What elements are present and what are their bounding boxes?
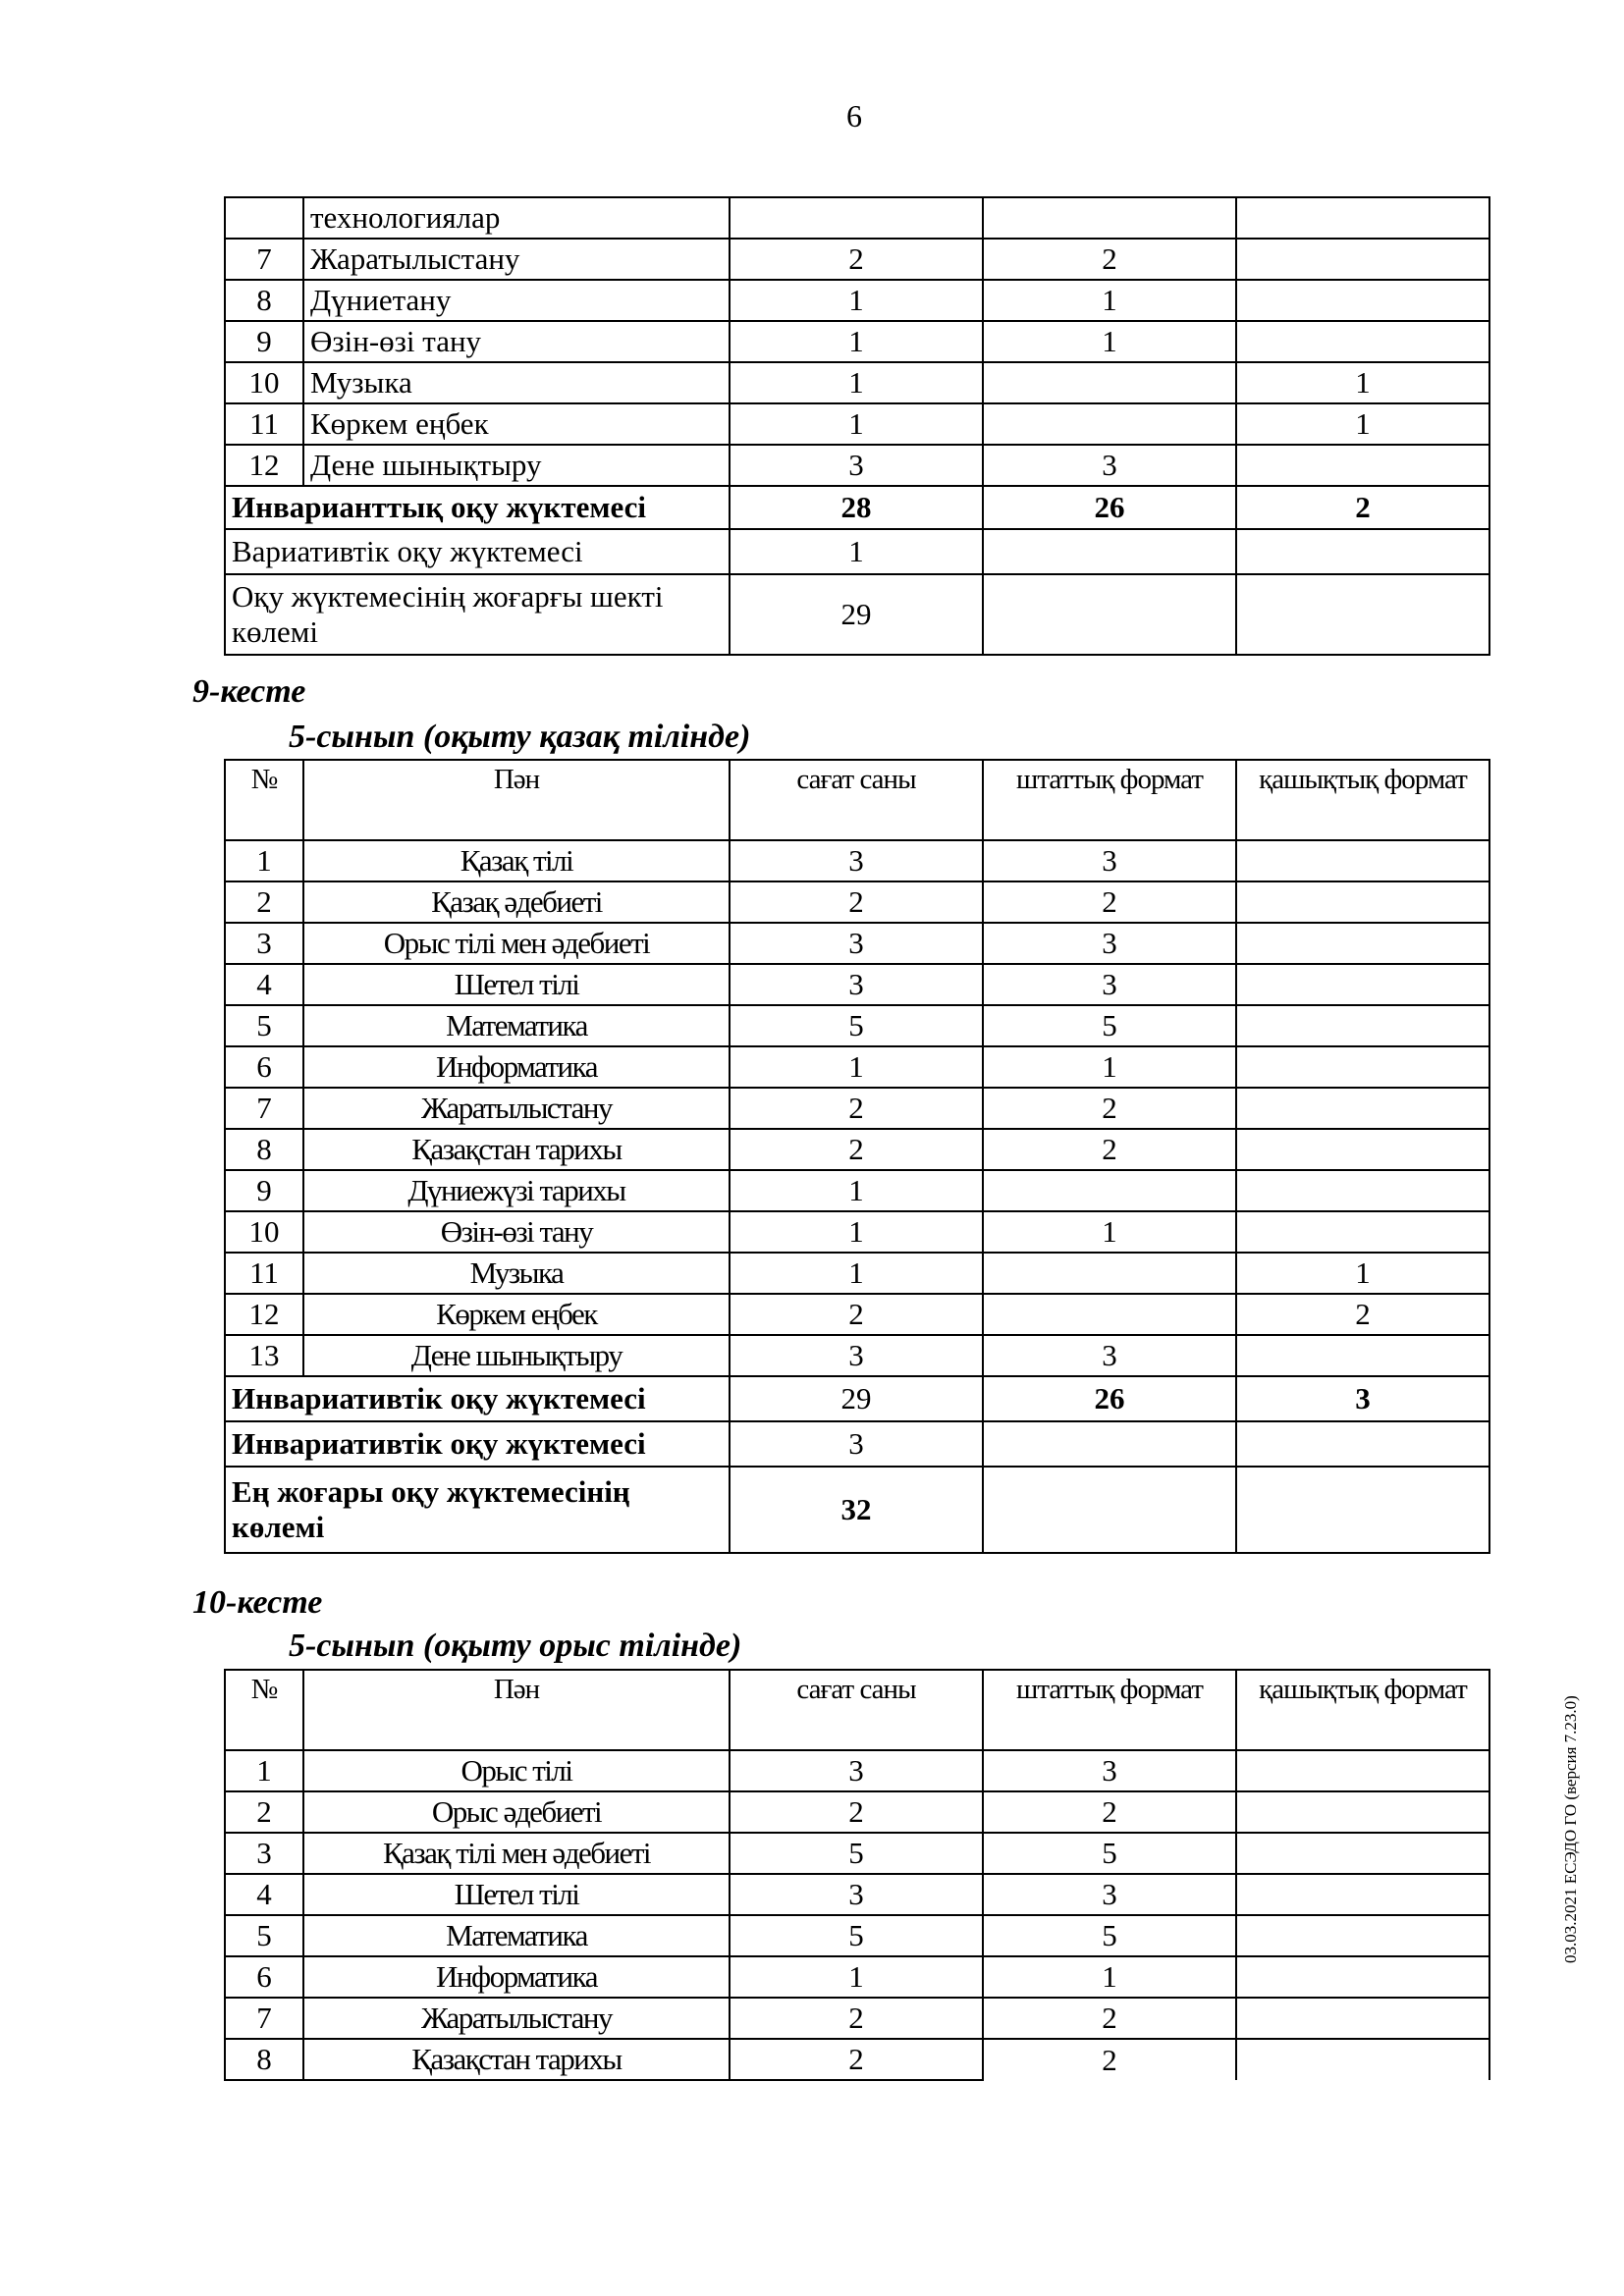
cell-fulltime: 5 xyxy=(983,1005,1236,1046)
table-row xyxy=(225,1791,1489,1833)
cell-no: 7 xyxy=(225,239,303,280)
cell-hours: 1 xyxy=(730,321,983,362)
cell-hours: 2 xyxy=(730,1998,983,2039)
cell-subject: Қазақстан тарихы xyxy=(303,2039,730,2080)
table-row xyxy=(225,1294,1489,1335)
max-label: Оқу жүктемесінің жоғарғы шекті көлемі xyxy=(225,574,730,655)
cell-distance xyxy=(1236,445,1489,486)
header-hours: сағат саны xyxy=(730,760,983,840)
cell-hours: 2 xyxy=(730,239,983,280)
cell-distance xyxy=(1236,1170,1489,1211)
cell-subject: Жаратылыстану xyxy=(303,1088,730,1129)
cell-fulltime xyxy=(983,1170,1236,1211)
cell-no: 4 xyxy=(225,964,303,1005)
cell-subject: Дене шынықтыру xyxy=(303,1335,730,1376)
cell-no: 9 xyxy=(225,321,303,362)
cell-subject: Шетел тілі xyxy=(303,1874,730,1915)
cell-distance xyxy=(1236,1915,1489,1956)
cell-hours: 2 xyxy=(730,1791,983,1833)
cell-subject: Өзін-өзі тану xyxy=(303,1211,730,1253)
cell-hours: 1 xyxy=(730,280,983,321)
cell-fulltime: 5 xyxy=(983,1833,1236,1874)
max-label: Ең жоғары оқу жүктемесінің көлемі xyxy=(225,1467,730,1553)
cell-no: 8 xyxy=(225,1129,303,1170)
cell-hours: 1 xyxy=(730,1956,983,1998)
invariant-fulltime: 26 xyxy=(983,486,1236,529)
cell-hours: 2 xyxy=(730,1294,983,1335)
cell-fulltime: 2 xyxy=(983,239,1236,280)
page-number: 6 xyxy=(846,98,862,133)
cell-subject: Орыс тілі мен әдебиеті xyxy=(303,923,730,964)
table-row xyxy=(225,964,1489,1005)
table-row xyxy=(225,1211,1489,1253)
table9 xyxy=(224,759,1490,1554)
header-distance: қашықтық формат xyxy=(1236,760,1489,840)
header-no: № xyxy=(225,760,303,840)
cell-subject: Қазақ тілі мен әдебиеті xyxy=(303,1833,730,1874)
header-subject: Пән xyxy=(303,1670,730,1750)
cell-distance xyxy=(1236,321,1489,362)
cell-fulltime xyxy=(983,1294,1236,1335)
table-row xyxy=(225,881,1489,923)
variative-hours: 1 xyxy=(730,529,983,574)
cell-distance xyxy=(1236,923,1489,964)
cell-subject: Математика xyxy=(303,1005,730,1046)
cell-no: 5 xyxy=(225,1005,303,1046)
cell-fulltime: 3 xyxy=(983,964,1236,1005)
cell-hours: 3 xyxy=(730,1874,983,1915)
cell-no: 11 xyxy=(225,1253,303,1294)
cell-subject: Жаратылыстану xyxy=(303,1998,730,2039)
cell-subject: Орыс әдебиеті xyxy=(303,1791,730,1833)
cell-no: 10 xyxy=(225,362,303,403)
header-fulltime: штаттық формат xyxy=(983,1670,1236,1750)
cell-distance xyxy=(1236,2039,1489,2080)
cell-no: 8 xyxy=(225,280,303,321)
cell-distance xyxy=(1236,1833,1489,1874)
cell-distance xyxy=(1236,197,1489,239)
table-continuation xyxy=(224,196,1490,656)
cell-no: 4 xyxy=(225,1874,303,1915)
header-hours: сағат саны xyxy=(730,1670,983,1750)
cell-fulltime: 1 xyxy=(983,1046,1236,1088)
table9-subtitle: 5-сынып (оқыту қазақ тілінде) xyxy=(289,719,751,755)
cell-hours xyxy=(730,197,983,239)
cell-fulltime: 2 xyxy=(983,1791,1236,1833)
cell-distance xyxy=(1236,881,1489,923)
cell-distance xyxy=(1236,1874,1489,1915)
invariant-label: Инвариативтік оқу жүктемесі xyxy=(225,1376,730,1421)
cell-hours: 5 xyxy=(730,1915,983,1956)
cell-hours: 5 xyxy=(730,1833,983,1874)
cell-no: 1 xyxy=(225,1750,303,1791)
cell-subject: Дүниетану xyxy=(303,280,730,321)
table-row xyxy=(225,1915,1489,1956)
table-row xyxy=(225,1253,1489,1294)
invariant-distance: 3 xyxy=(1236,1376,1489,1421)
cell-fulltime: 2 xyxy=(983,1129,1236,1170)
max-hours: 29 xyxy=(730,574,983,655)
cell-hours: 2 xyxy=(730,2039,983,2080)
max-row xyxy=(225,1467,1489,1553)
cell-no: 6 xyxy=(225,1956,303,1998)
cell-fulltime: 2 xyxy=(983,1998,1236,2039)
cell-subject: Математика xyxy=(303,1915,730,1956)
cell-distance xyxy=(1236,840,1489,881)
variative-row xyxy=(225,1421,1489,1467)
variative-label: Вариативтік оқу жүктемесі xyxy=(225,529,730,574)
cell-hours: 3 xyxy=(730,923,983,964)
table10-caption: 10-кесте xyxy=(192,1584,323,1621)
invariant-label: Инварианттық оқу жүктемесі xyxy=(225,486,730,529)
cell-hours: 1 xyxy=(730,1253,983,1294)
cell-no xyxy=(225,197,303,239)
variative-label: Инвариативтік оқу жүктемесі xyxy=(225,1421,730,1467)
cell-no: 12 xyxy=(225,1294,303,1335)
cell-hours: 1 xyxy=(730,403,983,445)
invariant-fulltime: 26 xyxy=(983,1376,1236,1421)
cell-subject: Дене шынықтыру xyxy=(303,445,730,486)
cell-fulltime: 1 xyxy=(983,1956,1236,1998)
cell-hours: 1 xyxy=(730,1211,983,1253)
cell-distance xyxy=(1236,1791,1489,1833)
cell-no: 2 xyxy=(225,1791,303,1833)
table-row xyxy=(225,1129,1489,1170)
cell-distance: 1 xyxy=(1236,1253,1489,1294)
cell-distance: 2 xyxy=(1236,1294,1489,1335)
cell-fulltime: 3 xyxy=(983,1335,1236,1376)
table9-caption: 9-кесте xyxy=(192,673,306,710)
cell-distance xyxy=(1236,1956,1489,1998)
table9-header xyxy=(225,760,1489,840)
cell-hours: 5 xyxy=(730,1005,983,1046)
invariant-distance: 2 xyxy=(1236,486,1489,529)
cell-no: 7 xyxy=(225,1998,303,2039)
cell-subject: Қазақстан тарихы xyxy=(303,1129,730,1170)
cell-subject: Информатика xyxy=(303,1956,730,1998)
cell-subject: Қазақ тілі xyxy=(303,840,730,881)
cell-subject: Информатика xyxy=(303,1046,730,1088)
cell-hours: 2 xyxy=(730,1129,983,1170)
variative-row xyxy=(225,529,1489,574)
cell-no: 13 xyxy=(225,1335,303,1376)
cell-hours: 3 xyxy=(730,1335,983,1376)
table-row xyxy=(225,403,1489,445)
cell-fulltime: 3 xyxy=(983,1874,1236,1915)
table-row xyxy=(225,1170,1489,1211)
cell-subject: Орыс тілі xyxy=(303,1750,730,1791)
cell-fulltime: 2 xyxy=(983,1088,1236,1129)
cell-distance xyxy=(1236,1335,1489,1376)
cell-hours: 2 xyxy=(730,881,983,923)
cell-distance: 1 xyxy=(1236,362,1489,403)
cell-distance xyxy=(1236,280,1489,321)
cell-fulltime: 3 xyxy=(983,840,1236,881)
max-row xyxy=(225,574,1489,655)
table-row xyxy=(225,1046,1489,1088)
cell-fulltime xyxy=(983,197,1236,239)
cell-hours: 3 xyxy=(730,840,983,881)
table-row xyxy=(225,321,1489,362)
table-row xyxy=(225,840,1489,881)
cell-no: 2 xyxy=(225,881,303,923)
cell-hours: 3 xyxy=(730,964,983,1005)
cell-fulltime xyxy=(983,1253,1236,1294)
cell-subject: Көркем еңбек xyxy=(303,1294,730,1335)
cell-subject: Өзін-өзі тану xyxy=(303,321,730,362)
cell-hours: 3 xyxy=(730,445,983,486)
cell-no: 11 xyxy=(225,403,303,445)
table-row xyxy=(225,239,1489,280)
invariant-hours: 28 xyxy=(730,486,983,529)
cell-distance: 1 xyxy=(1236,403,1489,445)
header-fulltime: штаттық формат xyxy=(983,760,1236,840)
cell-fulltime: 1 xyxy=(983,321,1236,362)
invariant-row xyxy=(225,1376,1489,1421)
cell-no: 12 xyxy=(225,445,303,486)
cell-fulltime: 3 xyxy=(983,445,1236,486)
cell-no: 8 xyxy=(225,2039,303,2080)
invariant-row xyxy=(225,486,1489,529)
table-row xyxy=(225,1088,1489,1129)
table-row xyxy=(225,1750,1489,1791)
cell-distance xyxy=(1236,1998,1489,2039)
cell-distance xyxy=(1236,964,1489,1005)
side-stamp: 03.03.2021 ЕСЭДО ГО (версия 7.23.0) xyxy=(1561,1695,1580,1963)
cell-fulltime xyxy=(983,403,1236,445)
cell-no: 7 xyxy=(225,1088,303,1129)
table-row xyxy=(225,280,1489,321)
cell-hours: 3 xyxy=(730,1750,983,1791)
cell-hours: 1 xyxy=(730,1046,983,1088)
cell-fulltime: 3 xyxy=(983,1750,1236,1791)
invariant-hours: 29 xyxy=(730,1376,983,1421)
table10-header xyxy=(225,1670,1489,1750)
max-hours: 32 xyxy=(730,1467,983,1553)
cell-distance xyxy=(1236,1005,1489,1046)
cell-no: 5 xyxy=(225,1915,303,1956)
cell-distance xyxy=(1236,1211,1489,1253)
cell-subject: Шетел тілі xyxy=(303,964,730,1005)
cell-no: 1 xyxy=(225,840,303,881)
table-row xyxy=(225,2039,1489,2080)
table-row xyxy=(225,1998,1489,2039)
cell-fulltime: 5 xyxy=(983,1915,1236,1956)
cell-no: 10 xyxy=(225,1211,303,1253)
cell-hours: 2 xyxy=(730,1088,983,1129)
cell-fulltime: 2 xyxy=(983,881,1236,923)
table-row xyxy=(225,1956,1489,1998)
cell-subject: Жаратылыстану xyxy=(303,239,730,280)
cell-distance xyxy=(1236,1129,1489,1170)
cell-fulltime: 1 xyxy=(983,1211,1236,1253)
table-row xyxy=(225,923,1489,964)
table-row xyxy=(225,197,1489,239)
cell-distance xyxy=(1236,239,1489,280)
cell-fulltime: 2 xyxy=(983,2039,1236,2080)
cell-distance xyxy=(1236,1750,1489,1791)
cell-fulltime: 1 xyxy=(983,280,1236,321)
cell-subject: Музыка xyxy=(303,1253,730,1294)
cell-subject: Көркем еңбек xyxy=(303,403,730,445)
cell-no: 9 xyxy=(225,1170,303,1211)
cell-fulltime xyxy=(983,362,1236,403)
cell-distance xyxy=(1236,1088,1489,1129)
cell-no: 6 xyxy=(225,1046,303,1088)
table10 xyxy=(224,1669,1490,2081)
cell-hours: 1 xyxy=(730,362,983,403)
cell-hours: 1 xyxy=(730,1170,983,1211)
table-row xyxy=(225,1833,1489,1874)
header-subject: Пән xyxy=(303,760,730,840)
cell-subject: Дүниежүзі тарихы xyxy=(303,1170,730,1211)
header-no: № xyxy=(225,1670,303,1750)
cell-subject: Музыка xyxy=(303,362,730,403)
table-row xyxy=(225,445,1489,486)
cell-subject: Қазақ әдебиеті xyxy=(303,881,730,923)
cell-distance xyxy=(1236,1046,1489,1088)
table-row xyxy=(225,1335,1489,1376)
cell-fulltime: 3 xyxy=(983,923,1236,964)
table10-subtitle: 5-сынып (оқыту орыс тілінде) xyxy=(289,1628,742,1664)
cell-subject: технологиялар xyxy=(303,197,730,239)
cell-no: 3 xyxy=(225,923,303,964)
header-distance: қашықтық формат xyxy=(1236,1670,1489,1750)
table-row xyxy=(225,362,1489,403)
variative-hours: 3 xyxy=(730,1421,983,1467)
table-row xyxy=(225,1005,1489,1046)
cell-no: 3 xyxy=(225,1833,303,1874)
table-row xyxy=(225,1874,1489,1915)
